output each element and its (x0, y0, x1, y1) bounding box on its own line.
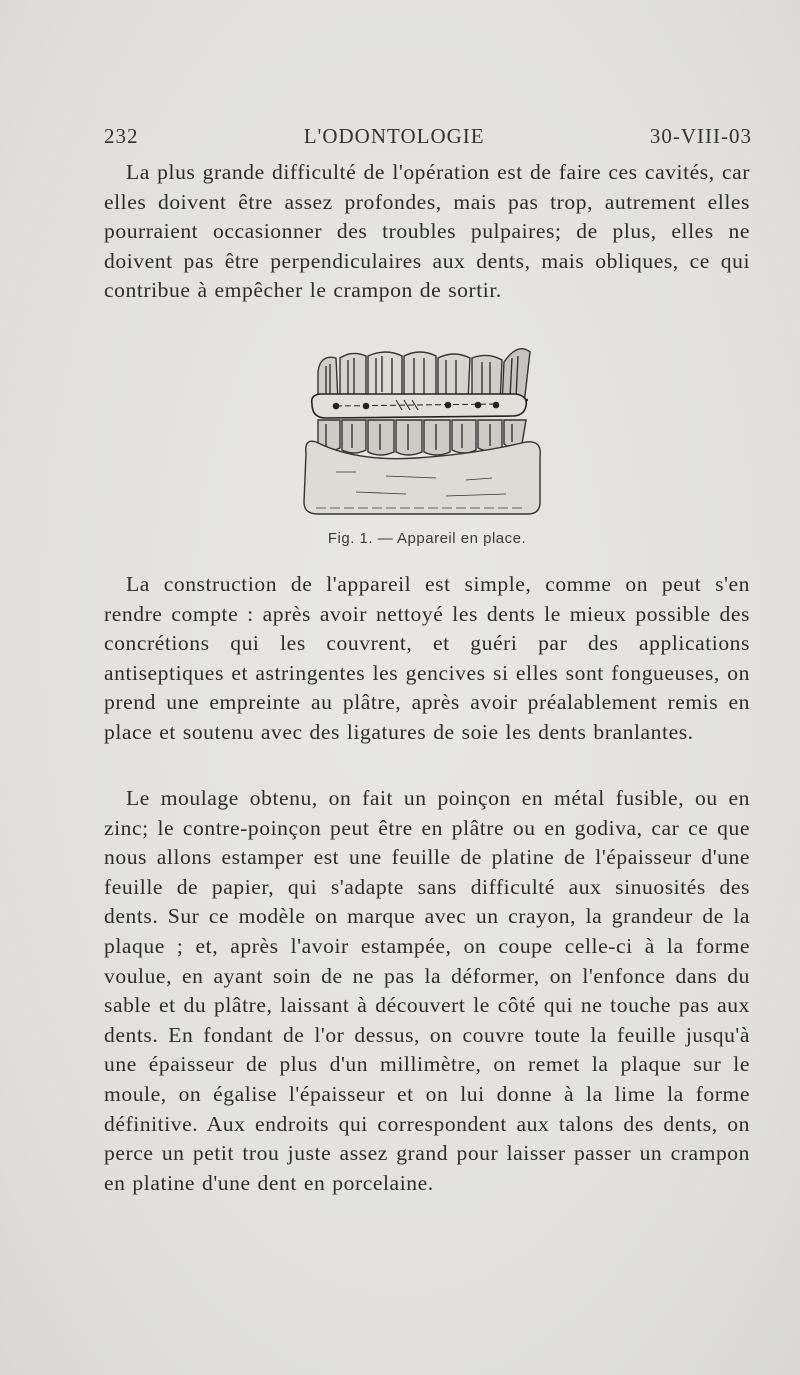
dental-appliance-figure (296, 344, 546, 526)
page-number: 232 (104, 124, 139, 148)
paragraph-2 (104, 570, 750, 748)
paragraph-text: La construction de l'appareil est simple, comme on peut s'en rendre compte : après avoir nettoyé les dents le mieux possible des concrétions qui les couvrent, et guéri par des applications antiseptiques et astringentes les gencives si elles sont fongueuses, on prend une empreinte au plâtre, après avoir préalablement remis en place et soutenu avec des ligatures de soie les dents branlantes. (104, 572, 750, 744)
paragraph-1 (104, 158, 750, 306)
figure-caption: Fig. 1. — Appareil en place. (327, 530, 527, 547)
paragraph-text: Le moulage obtenu, on fait un poinçon en métal fusible, ou en zinc; le contre-poinçon peut être en plâtre ou en godiva, car ce que nous allons estamper est une feuille de platine de l'épaisseur d'une feuille de papier, qui s'adapte sans difficulté aux sinuosités des dents. Sur ce modèle on marque avec un crayon, la grandeur de la plaque ; et, après l'avoir estampée, on coupe celle-ci à la forme voulue, en ayant soin de ne pas la déformer, on l'enfonce dans du sable et du plâtre, laissant à découvert le côté qui ne touche pas aux dents. En fondant de l'or dessus, on couvre toute la feuille jusqu'à une épaisseur de plus d'un millimètre, on remet la plaque sur le moule, on égalise l'épaisseur et on lui donne à la lime la forme définitive. Aux endroits qui correspondent aux talons des dents, on perce un petit trou juste assez grand pour laisser passer un crampon en platine d'une dent en porcelaine. (104, 786, 750, 1195)
running-header (104, 124, 752, 149)
dental-appliance-illustration (296, 344, 546, 526)
running-title: L'ODONTOLOGIE (303, 124, 485, 148)
issue-date: 30-VIII-03 (649, 124, 752, 148)
paragraph-text: La plus grande difficulté de l'opération est de faire ces cavités, car elles doivent être assez profondes, mais pas trop, autrement elles pourraient occasionner des troubles pulpaires; de plus, elles ne doivent pas être perpendiculaires aux dents, mais obliques, ce qui contribue à empêcher le crampon de sortir. (104, 160, 750, 303)
paragraph-3 (104, 784, 750, 1198)
